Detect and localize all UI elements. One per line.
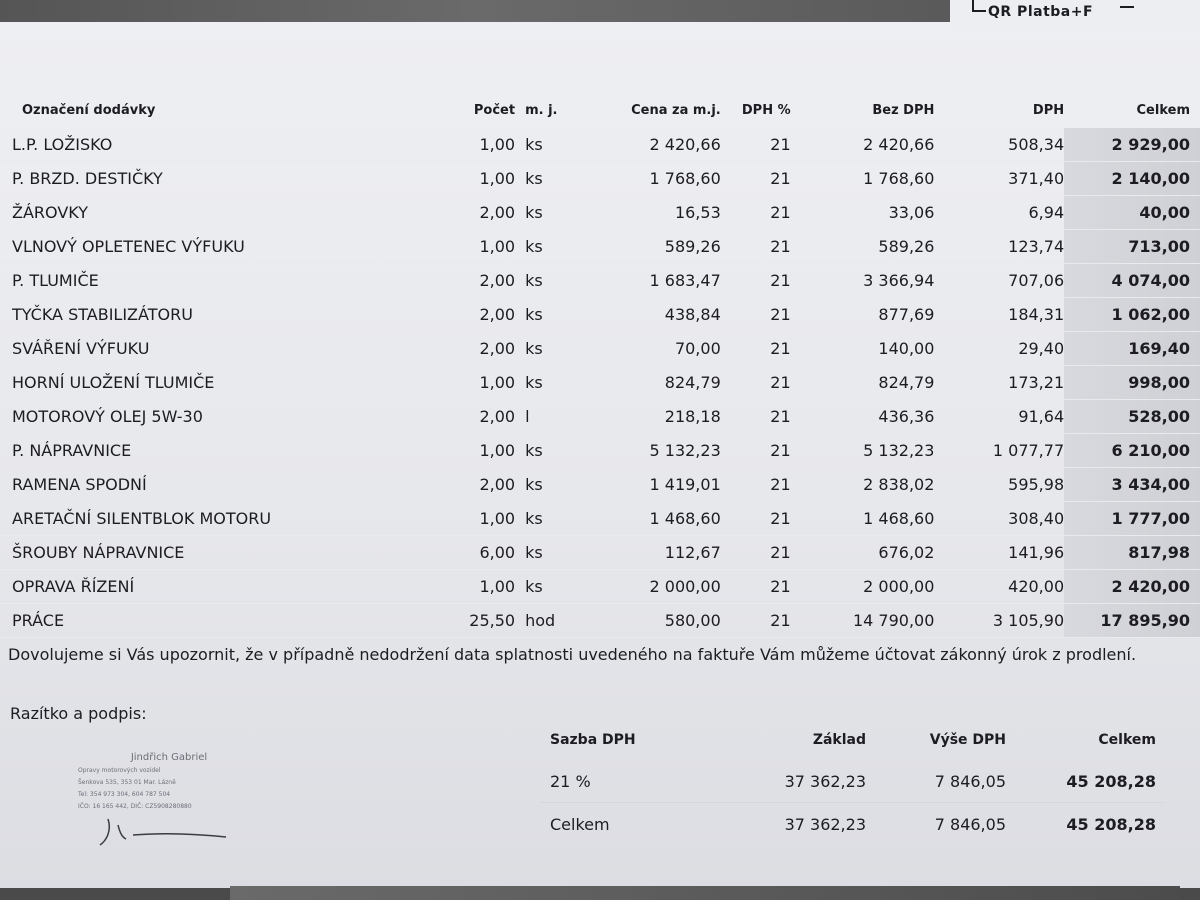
item-qty-cell: 1,00 bbox=[419, 230, 515, 264]
item-base-cell: 676,02 bbox=[799, 536, 935, 570]
item-total-cell: 817,98 bbox=[1064, 536, 1200, 570]
item-name-cell: SVÁŘENÍ VÝFUKU bbox=[0, 332, 419, 366]
item-unit-price-cell: 2 000,00 bbox=[595, 570, 721, 604]
item-unit-cell: hod bbox=[515, 604, 595, 638]
item-qty-cell: 1,00 bbox=[419, 366, 515, 400]
item-qty-cell: 2,00 bbox=[419, 400, 515, 434]
item-unit-cell: ks bbox=[515, 332, 595, 366]
col-header-total: Celkem bbox=[1136, 102, 1190, 118]
stamp-line-3: Tel: 354 973 304, 604 787 504 bbox=[78, 791, 171, 798]
item-qty-cell: 1,00 bbox=[419, 434, 515, 468]
item-vat-rate-cell: 21 bbox=[721, 128, 799, 162]
item-base-cell: 2 420,66 bbox=[799, 128, 935, 162]
qr-payment-label: QR Platba+F bbox=[988, 4, 1094, 20]
item-unit-cell: ks bbox=[515, 128, 595, 162]
item-unit-price-cell: 589,26 bbox=[595, 230, 721, 264]
item-total-cell: 1 062,00 bbox=[1064, 298, 1200, 332]
vat-summary-table bbox=[540, 720, 1166, 845]
item-unit-price-cell: 70,00 bbox=[595, 332, 721, 366]
item-unit-price-cell: 1 683,47 bbox=[595, 264, 721, 298]
item-name-cell: ŠROUBY NÁPRAVNICE bbox=[0, 536, 419, 570]
vat-total-cell: 45 208,28 bbox=[1006, 760, 1166, 803]
vat-rate-cell: 21 % bbox=[540, 760, 700, 803]
item-unit-price-cell: 580,00 bbox=[595, 604, 721, 638]
item-vat-cell: 1 077,77 bbox=[934, 434, 1064, 468]
item-unit-price-cell: 5 132,23 bbox=[595, 434, 721, 468]
col-header-unit: m. j. bbox=[525, 102, 558, 118]
item-vat-rate-cell: 21 bbox=[721, 230, 799, 264]
item-name-cell: VLNOVÝ OPLETENEC VÝFUKU bbox=[0, 230, 419, 264]
item-vat-cell: 508,34 bbox=[934, 128, 1064, 162]
item-qty-cell: 2,00 bbox=[419, 264, 515, 298]
item-total-cell: 4 074,00 bbox=[1064, 264, 1200, 298]
item-vat-cell: 91,64 bbox=[934, 400, 1064, 434]
signature-scribble bbox=[78, 811, 228, 851]
item-unit-price-cell: 1 468,60 bbox=[595, 502, 721, 536]
item-total-cell: 528,00 bbox=[1064, 400, 1200, 434]
vat-rate-cell: Celkem bbox=[550, 814, 610, 834]
item-total-cell: 3 434,00 bbox=[1064, 468, 1200, 502]
item-name-cell: P. TLUMIČE bbox=[0, 264, 419, 298]
item-name-cell: OPRAVA ŘÍZENÍ bbox=[0, 570, 419, 604]
item-unit-cell: ks bbox=[515, 230, 595, 264]
invoice-items-table bbox=[0, 92, 1200, 638]
item-name-cell: L.P. LOŽISKO bbox=[0, 128, 419, 162]
item-vat-cell: 123,74 bbox=[934, 230, 1064, 264]
item-unit-price-cell: 824,79 bbox=[595, 366, 721, 400]
item-total-cell: 6 210,00 bbox=[1064, 434, 1200, 468]
qr-frame-corner bbox=[972, 0, 986, 12]
item-total-cell: 713,00 bbox=[1064, 230, 1200, 264]
table-row bbox=[0, 298, 1200, 332]
col-header-base: Bez DPH bbox=[872, 102, 935, 118]
qr-frame-line bbox=[1120, 0, 1134, 8]
item-vat-cell: 420,00 bbox=[934, 570, 1064, 604]
item-vat-cell: 371,40 bbox=[934, 162, 1064, 196]
col-header-vat-rate: DPH % bbox=[741, 102, 791, 118]
item-total-cell: 2 420,00 bbox=[1064, 570, 1200, 604]
item-base-cell: 824,79 bbox=[799, 366, 935, 400]
item-vat-rate-cell: 21 bbox=[721, 366, 799, 400]
item-qty-cell: 2,00 bbox=[419, 196, 515, 230]
item-unit-cell: ks bbox=[515, 468, 595, 502]
item-total-cell: 17 895,90 bbox=[1064, 604, 1200, 638]
vat-base-cell: 37 362,23 bbox=[784, 814, 866, 834]
vat-amount-cell: 7 846,05 bbox=[934, 814, 1006, 834]
table-row bbox=[0, 434, 1200, 468]
item-vat-rate-cell: 21 bbox=[721, 400, 799, 434]
item-unit-cell: ks bbox=[515, 298, 595, 332]
item-vat-rate-cell: 21 bbox=[721, 604, 799, 638]
item-qty-cell: 2,00 bbox=[419, 468, 515, 502]
vat-col-total: Celkem bbox=[1098, 732, 1156, 748]
item-name-cell: RAMENA SPODNÍ bbox=[0, 468, 419, 502]
item-unit-cell: ks bbox=[515, 536, 595, 570]
item-unit-price-cell: 1 768,60 bbox=[595, 162, 721, 196]
item-name-cell: P. NÁPRAVNICE bbox=[0, 434, 419, 468]
table-row bbox=[0, 536, 1200, 570]
item-unit-cell: l bbox=[515, 400, 595, 434]
item-qty-cell: 2,00 bbox=[419, 298, 515, 332]
item-unit-price-cell: 1 419,01 bbox=[595, 468, 721, 502]
table-row bbox=[0, 230, 1200, 264]
item-vat-rate-cell: 21 bbox=[721, 264, 799, 298]
item-base-cell: 3 366,94 bbox=[799, 264, 935, 298]
item-unit-price-cell: 218,18 bbox=[595, 400, 721, 434]
stamp-line-1: Opravy motorových vozidel bbox=[78, 767, 161, 774]
vat-amount-cell: 7 846,05 bbox=[866, 760, 1006, 803]
item-unit-cell: ks bbox=[515, 366, 595, 400]
item-qty-cell: 1,00 bbox=[419, 570, 515, 604]
stamp-line-2: Šenkova 535, 353 01 Mar. Lázně bbox=[78, 779, 176, 786]
item-qty-cell: 1,00 bbox=[419, 128, 515, 162]
table-row bbox=[0, 196, 1200, 230]
item-total-cell: 998,00 bbox=[1064, 366, 1200, 400]
background-top-edge bbox=[0, 0, 950, 24]
item-total-cell: 169,40 bbox=[1064, 332, 1200, 366]
stamp-name: Jindřich Gabriel bbox=[130, 752, 208, 763]
item-unit-price-cell: 2 420,66 bbox=[595, 128, 721, 162]
item-name-cell: ŽÁROVKY bbox=[0, 196, 419, 230]
vat-col-rate: Sazba DPH bbox=[550, 732, 636, 748]
item-vat-rate-cell: 21 bbox=[721, 502, 799, 536]
item-vat-rate-cell: 21 bbox=[721, 570, 799, 604]
item-total-cell: 1 777,00 bbox=[1064, 502, 1200, 536]
item-base-cell: 2 838,02 bbox=[799, 468, 935, 502]
vat-summary-row bbox=[540, 803, 1166, 846]
table-row bbox=[0, 366, 1200, 400]
table-row bbox=[0, 128, 1200, 162]
item-qty-cell: 1,00 bbox=[419, 502, 515, 536]
item-base-cell: 2 000,00 bbox=[799, 570, 935, 604]
item-vat-cell: 308,40 bbox=[934, 502, 1064, 536]
item-base-cell: 140,00 bbox=[799, 332, 935, 366]
item-base-cell: 33,06 bbox=[799, 196, 935, 230]
item-unit-cell: ks bbox=[515, 162, 595, 196]
item-unit-cell: ks bbox=[515, 264, 595, 298]
item-base-cell: 5 132,23 bbox=[799, 434, 935, 468]
item-base-cell: 14 790,00 bbox=[799, 604, 935, 638]
item-name-cell: P. BRZD. DESTIČKY bbox=[0, 162, 419, 196]
item-name-cell: TYČKA STABILIZÁTORU bbox=[0, 298, 419, 332]
item-base-cell: 1 468,60 bbox=[799, 502, 935, 536]
item-total-cell: 40,00 bbox=[1064, 196, 1200, 230]
vat-col-vat: Výše DPH bbox=[929, 732, 1006, 748]
item-vat-cell: 707,06 bbox=[934, 264, 1064, 298]
item-vat-rate-cell: 21 bbox=[721, 196, 799, 230]
col-header-vat: DPH bbox=[1032, 102, 1065, 118]
col-header-name: Označení dodávky bbox=[22, 102, 156, 118]
col-header-qty: Počet bbox=[473, 102, 516, 118]
late-payment-notice: Dovolujeme si Vás upozornit, že v případně nedodržení data splatnosti uvedeného na faktuře Vám můžeme účtovat zákonný úrok z prodlení. bbox=[8, 645, 1137, 664]
item-unit-cell: ks bbox=[515, 434, 595, 468]
item-name-cell: HORNÍ ULOŽENÍ TLUMIČE bbox=[0, 366, 419, 400]
company-stamp bbox=[78, 752, 238, 862]
item-name-cell: PRÁCE bbox=[0, 604, 419, 638]
stamp-signature-label: Razítko a podpis: bbox=[10, 704, 147, 723]
item-vat-cell: 595,98 bbox=[934, 468, 1064, 502]
col-header-unit-price: Cena za m.j. bbox=[631, 102, 721, 118]
vat-summary-row bbox=[540, 760, 1166, 803]
vat-header-row bbox=[540, 720, 1166, 760]
item-vat-rate-cell: 21 bbox=[721, 332, 799, 366]
item-vat-cell: 184,31 bbox=[934, 298, 1064, 332]
vat-col-base: Základ bbox=[812, 732, 866, 748]
item-qty-cell: 25,50 bbox=[419, 604, 515, 638]
background-bottom-edge bbox=[230, 886, 1180, 900]
item-vat-rate-cell: 21 bbox=[721, 298, 799, 332]
item-name-cell: MOTOROVÝ OLEJ 5W-30 bbox=[0, 400, 419, 434]
item-vat-cell: 29,40 bbox=[934, 332, 1064, 366]
item-unit-price-cell: 16,53 bbox=[595, 196, 721, 230]
item-vat-cell: 141,96 bbox=[934, 536, 1064, 570]
item-unit-price-cell: 438,84 bbox=[595, 298, 721, 332]
item-vat-cell: 3 105,90 bbox=[934, 604, 1064, 638]
item-vat-rate-cell: 21 bbox=[721, 468, 799, 502]
item-total-cell: 2 929,00 bbox=[1064, 128, 1200, 162]
table-row bbox=[0, 332, 1200, 366]
item-total-cell: 2 140,00 bbox=[1064, 162, 1200, 196]
table-row bbox=[0, 570, 1200, 604]
item-base-cell: 436,36 bbox=[799, 400, 935, 434]
item-qty-cell: 2,00 bbox=[419, 332, 515, 366]
item-vat-rate-cell: 21 bbox=[721, 434, 799, 468]
item-qty-cell: 1,00 bbox=[419, 162, 515, 196]
item-name-cell: ARETAČNÍ SILENTBLOK MOTORU bbox=[0, 502, 419, 536]
table-row bbox=[0, 468, 1200, 502]
vat-total-cell: 45 208,28 bbox=[1066, 814, 1156, 834]
table-row bbox=[0, 502, 1200, 536]
item-unit-cell: ks bbox=[515, 570, 595, 604]
item-vat-rate-cell: 21 bbox=[721, 536, 799, 570]
item-vat-rate-cell: 21 bbox=[721, 162, 799, 196]
items-header-row bbox=[0, 92, 1200, 128]
item-qty-cell: 6,00 bbox=[419, 536, 515, 570]
item-base-cell: 877,69 bbox=[799, 298, 935, 332]
table-row bbox=[0, 604, 1200, 638]
item-unit-price-cell: 112,67 bbox=[595, 536, 721, 570]
table-row bbox=[0, 264, 1200, 298]
item-base-cell: 1 768,60 bbox=[799, 162, 935, 196]
item-unit-cell: ks bbox=[515, 196, 595, 230]
item-base-cell: 589,26 bbox=[799, 230, 935, 264]
item-vat-cell: 173,21 bbox=[934, 366, 1064, 400]
table-row bbox=[0, 162, 1200, 196]
vat-base-cell: 37 362,23 bbox=[700, 760, 866, 803]
item-unit-cell: ks bbox=[515, 502, 595, 536]
item-vat-cell: 6,94 bbox=[934, 196, 1064, 230]
table-row bbox=[0, 400, 1200, 434]
stamp-line-4: IČO: 16 165 442, DIČ: CZ5908280880 bbox=[78, 803, 192, 810]
